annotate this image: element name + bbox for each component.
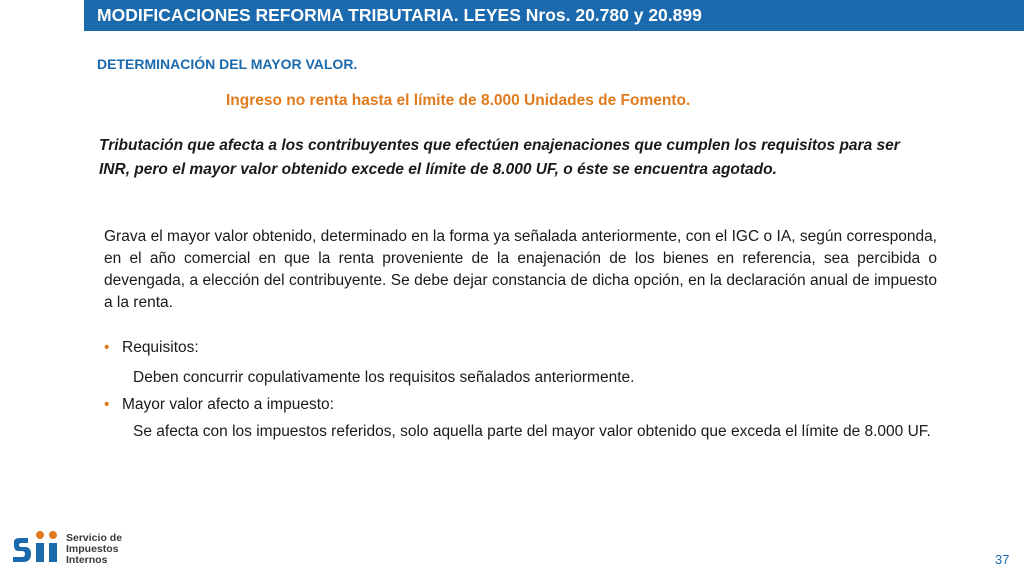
bullet-label: Requisitos: bbox=[122, 339, 199, 356]
logo-line: Impuestos bbox=[66, 543, 119, 555]
bullet-detail: Deben concurrir copulativamente los requisitos señalados anteriormente. bbox=[133, 369, 635, 386]
logo-line: Servicio de bbox=[66, 532, 123, 544]
page-number: 37 bbox=[995, 552, 1010, 567]
bullet-item-requisitos bbox=[104, 339, 199, 357]
logo-text bbox=[66, 533, 122, 566]
logo-line: Internos bbox=[66, 554, 108, 566]
bullet-icon: • bbox=[104, 339, 110, 356]
bullet-label: Mayor valor afecto a impuesto: bbox=[122, 396, 334, 413]
section-subtitle: DETERMINACIÓN DEL MAYOR VALOR. bbox=[97, 56, 358, 72]
bold-intro-text: Tributación que afecta a los contribuyentes que efectúen enajenaciones que cumplen los requisitos para ser INR, pero el mayor valor obtenido excede el límite de 8.000 UF, o éste se encuentra agotado. bbox=[99, 137, 900, 178]
bullet-item-mayor-valor bbox=[104, 396, 334, 414]
bullet-icon: • bbox=[104, 396, 110, 413]
slide-title: MODIFICACIONES REFORMA TRIBUTARIA. LEYES Nros. 20.780 y 20.899 bbox=[97, 5, 702, 25]
bullet-detail: Se afecta con los impuestos referidos, solo aquella parte del mayor valor obtenido que exceda el límite de 8.000 UF. bbox=[133, 423, 931, 440]
highlight-heading: Ingreso no renta hasta el límite de 8.000 Unidades de Fomento. bbox=[226, 92, 691, 109]
body-paragraph: Grava el mayor valor obtenido, determinado en la forma ya señalada anteriormente, con el IGC o IA, según corresponda, en el año comercial en que la renta proveniente de la enajenación de los bienes en referencia, sea percibida o devengada, a elección del contribuyente. Se debe dejar constancia de dicha opción, en la declaración anual de impuesto a la renta. bbox=[104, 228, 937, 311]
